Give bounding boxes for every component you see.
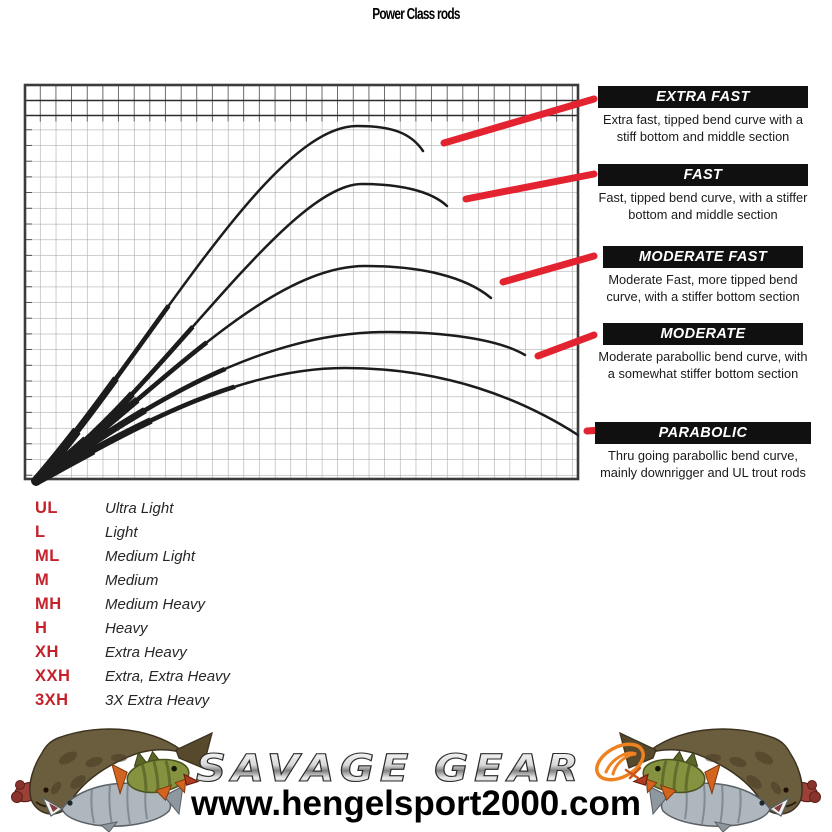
- power-label: Extra, Extra Heavy: [105, 667, 231, 685]
- power-label: Medium Heavy: [105, 595, 206, 613]
- power-label: Light: [105, 523, 138, 541]
- class-group-extra-fast: [592, 86, 814, 145]
- power-label: 3X Extra Heavy: [105, 691, 210, 709]
- class-group-moderate-fast: [597, 246, 809, 305]
- class-group-moderate: [597, 323, 809, 382]
- legend-row: [35, 520, 230, 544]
- page-title: Power Class rods: [372, 6, 460, 23]
- grid-column-ticks: [25, 116, 578, 122]
- class-description: Moderate Fast, more tipped bend curve, with a stiffer bottom section: [606, 272, 800, 304]
- power-label: Extra Heavy: [105, 643, 187, 661]
- power-label: Medium Light: [105, 547, 196, 565]
- class-group-fast: [592, 164, 814, 223]
- class-title: MODERATE FAST: [638, 249, 768, 265]
- power-code: XH: [35, 642, 59, 661]
- power-code: M: [35, 570, 50, 589]
- brand-logo-text: SAVAGE GEAR: [196, 747, 584, 790]
- power-label: Medium: [105, 571, 159, 589]
- class-title-box: [598, 164, 808, 186]
- class-description: Extra fast, tipped bend curve with a stiff bottom and middle section: [603, 112, 803, 144]
- power-label: Ultra Light: [105, 499, 174, 517]
- class-title-box: [603, 246, 803, 268]
- power-code: 3XH: [35, 690, 69, 709]
- legend-row: [35, 664, 230, 688]
- legend-row: [35, 544, 230, 568]
- power-code: XXH: [35, 666, 71, 685]
- legend-row: [35, 640, 230, 664]
- class-description: Thru going parabollic bend curve, mainly downrigger and UL trout rods: [600, 448, 806, 480]
- legend-row: [35, 496, 230, 520]
- class-title: EXTRA FAST: [656, 89, 750, 105]
- legend-row: [35, 616, 230, 640]
- class-title-box: [595, 422, 811, 444]
- power-code: MH: [35, 594, 62, 613]
- class-title: FAST: [683, 167, 723, 183]
- class-title-box: [598, 86, 808, 108]
- power-label: Heavy: [105, 619, 148, 637]
- power-class-legend: [35, 496, 230, 712]
- power-code: ML: [35, 546, 60, 565]
- class-title: PARABOLIC: [658, 425, 748, 441]
- power-code: H: [35, 618, 48, 637]
- legend-row: [35, 688, 230, 712]
- class-group-parabolic: [589, 422, 817, 481]
- legend-row: [35, 592, 230, 616]
- class-title-box: [603, 323, 803, 345]
- power-code: L: [35, 522, 46, 541]
- power-code: UL: [35, 498, 58, 517]
- class-title: MODERATE: [660, 326, 746, 342]
- legend-row: [35, 568, 230, 592]
- class-description: Fast, tipped bend curve, with a stiffer bottom and middle section: [598, 190, 808, 222]
- website-link[interactable]: www.hengelsport2000.com: [191, 784, 641, 823]
- class-description: Moderate parabollic bend curve, with a somewhat stiffer bottom section: [598, 349, 808, 381]
